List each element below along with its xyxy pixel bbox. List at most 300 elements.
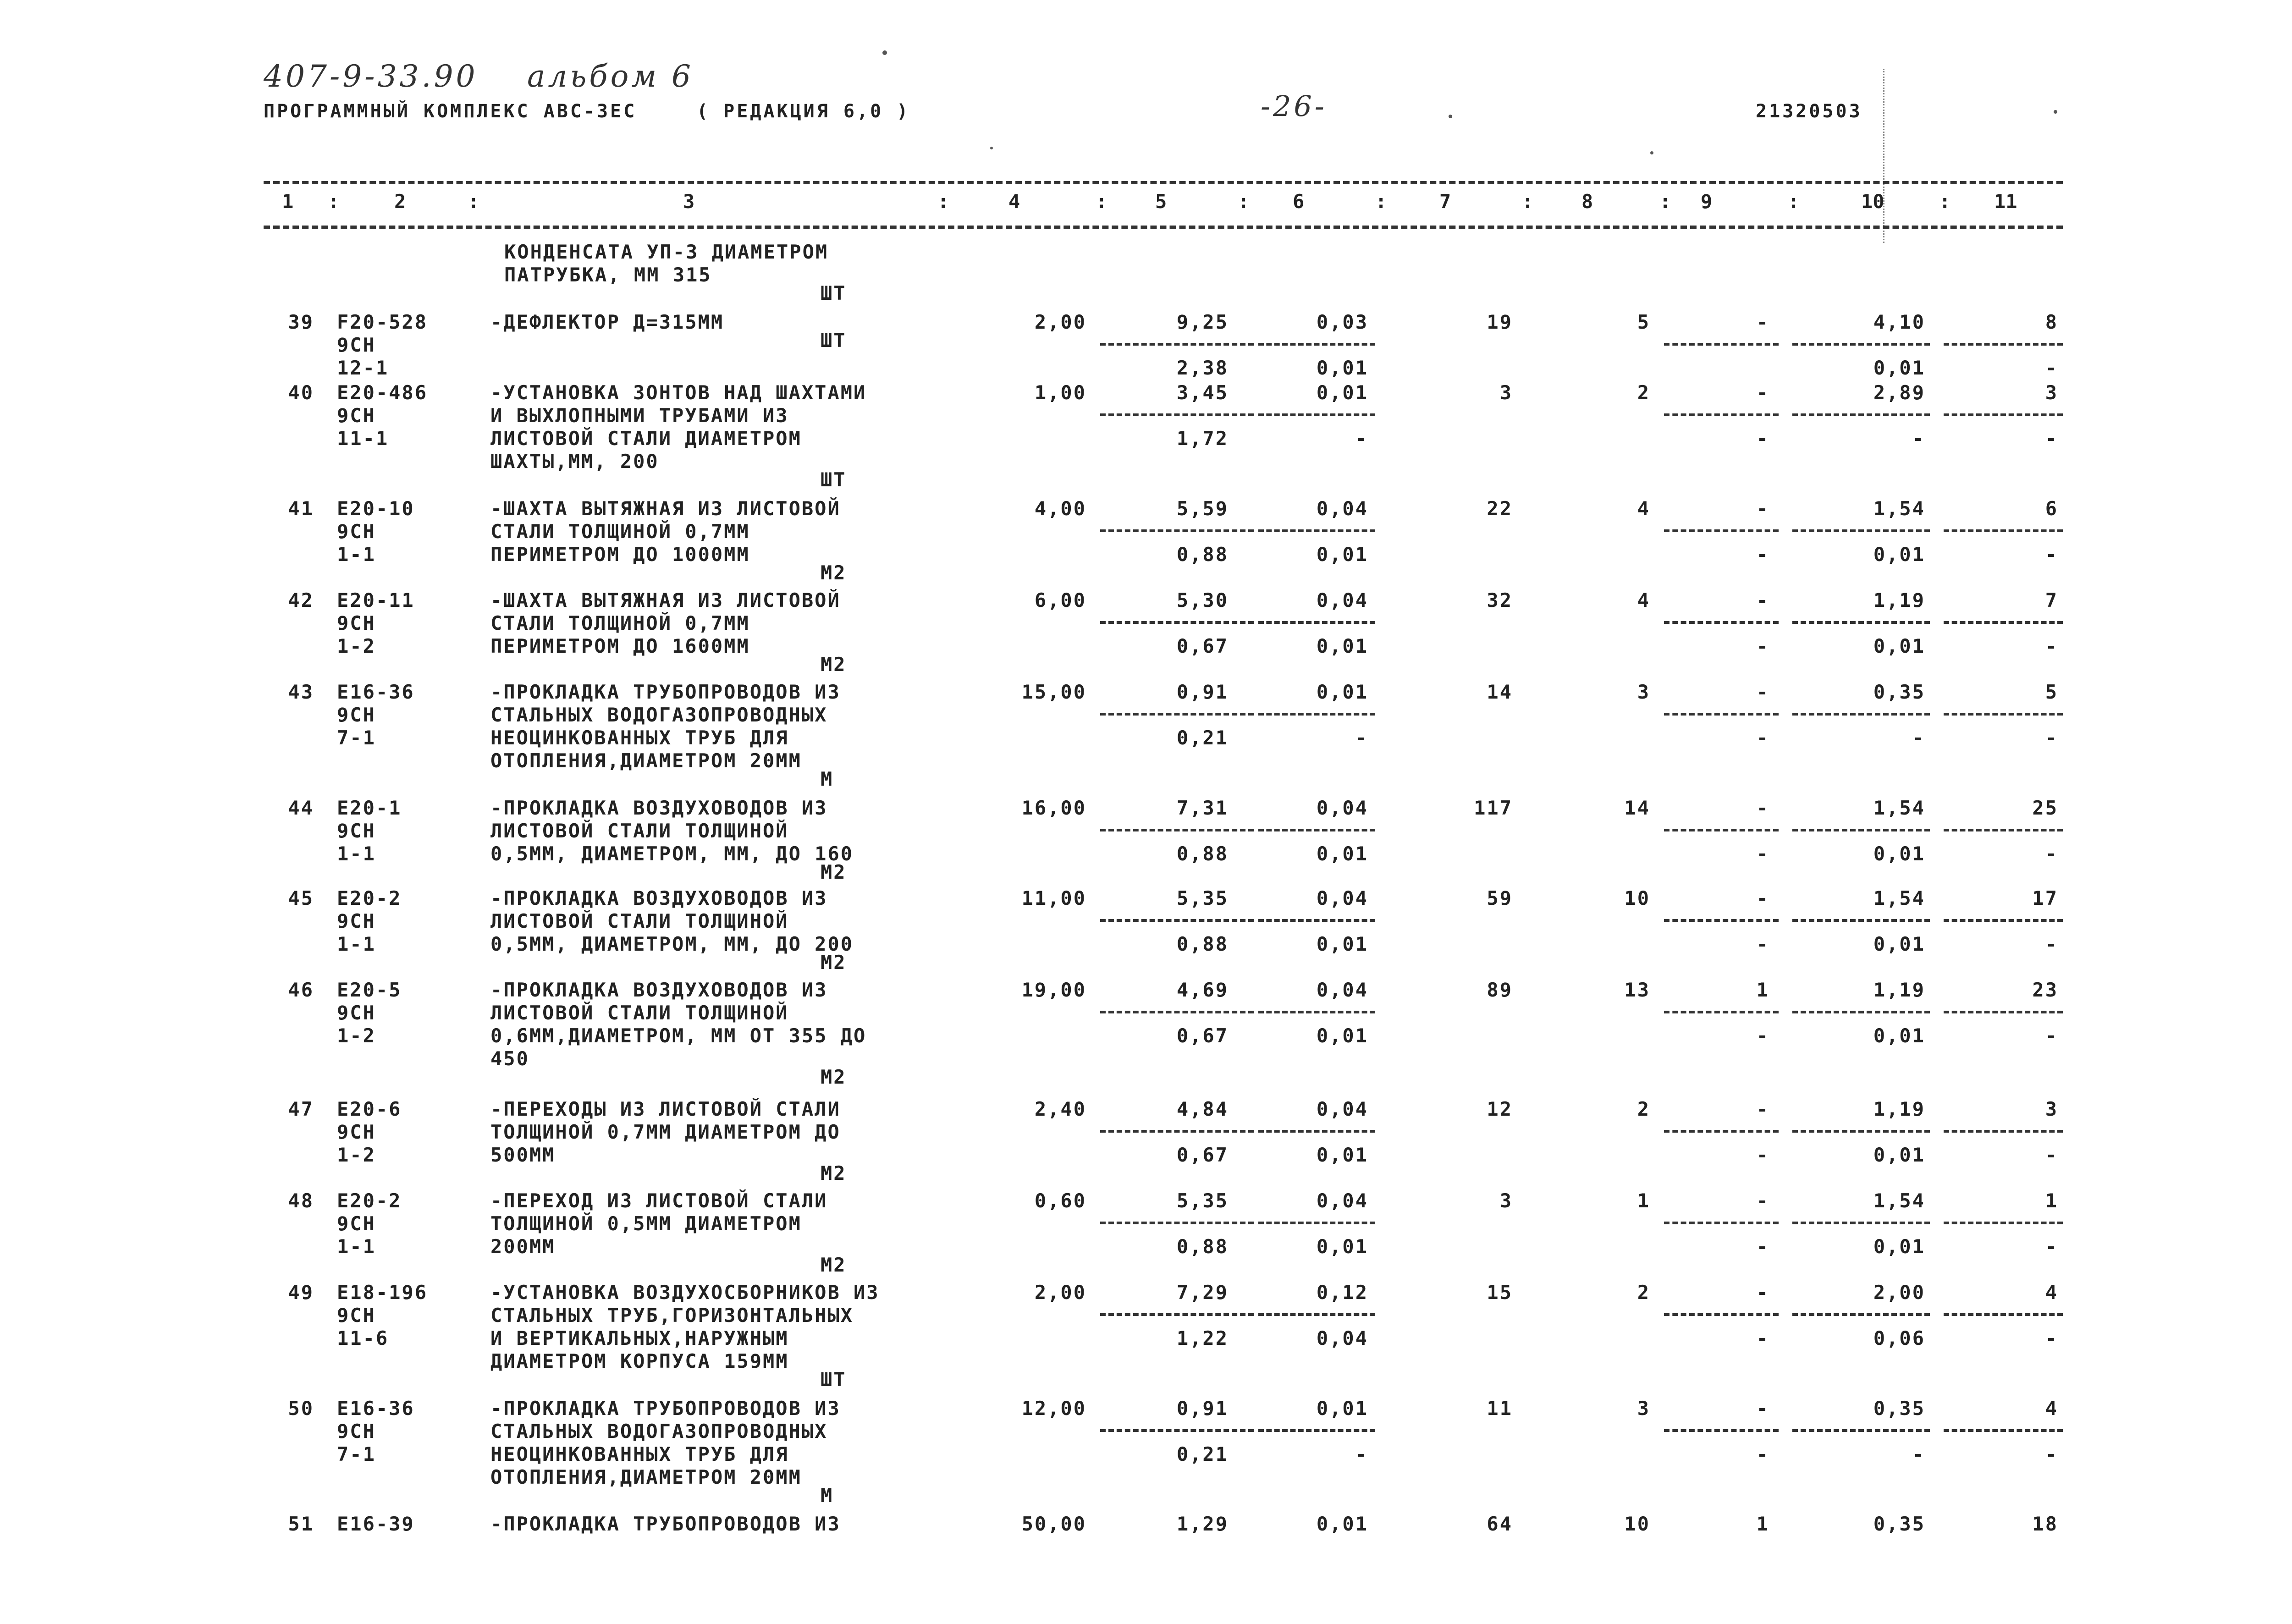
column-separator: : — [328, 190, 340, 213]
value-underline — [1664, 343, 1779, 346]
value-underline — [1100, 621, 1254, 624]
material-cost: - — [1756, 1281, 1769, 1304]
row-number: 51 — [288, 1513, 314, 1535]
total-labor: 18 — [2032, 1513, 2058, 1535]
value-underline — [1944, 1222, 2063, 1224]
value-underline — [1100, 829, 1254, 831]
work-description: -ШАХТА ВЫТЯЖНАЯ ИЗ ЛИСТОВОЙ — [490, 589, 841, 611]
material-extra: - — [1756, 1235, 1769, 1258]
material-extra: - — [1756, 1443, 1769, 1465]
norm-code: F20-528 — [337, 311, 428, 333]
unit-label: М — [821, 1484, 834, 1507]
quantity: 1,00 — [1034, 381, 1086, 404]
labor-hours-extra: 0,01 — [1873, 357, 1925, 379]
material-cost: - — [1756, 311, 1769, 333]
value-underline — [1664, 1130, 1779, 1133]
norm-code: E16-39 — [337, 1513, 415, 1535]
value-underline — [1944, 1429, 2063, 1432]
labor-hours: 1,19 — [1873, 979, 1925, 1001]
value-underline — [1944, 621, 2063, 624]
value-underline — [1100, 1130, 1254, 1133]
norm-code: 1-2 — [337, 635, 376, 657]
labor-hours: 0,35 — [1873, 1397, 1925, 1420]
total-labor-extra: - — [2045, 1443, 2058, 1465]
total-wage: 10 — [1624, 887, 1650, 909]
column-separator: : — [468, 190, 479, 213]
total-labor-extra: - — [2045, 727, 2058, 749]
unit-cost: 0,91 — [1176, 1397, 1229, 1420]
value-underline — [1944, 1130, 2063, 1133]
norm-code: 9CH — [337, 1420, 376, 1442]
machine-cost: 0,04 — [1316, 887, 1368, 909]
quantity: 6,00 — [1034, 589, 1086, 611]
machine-wage: - — [1355, 727, 1368, 749]
description-line: КОНДЕНСАТА УП-3 ДИАМЕТРОМ — [504, 241, 829, 263]
column-separator: : — [1238, 190, 1250, 213]
norm-code: E16-36 — [337, 681, 415, 703]
value-underline — [1100, 1429, 1254, 1432]
column-header-6: 6 — [1293, 190, 1305, 213]
unit-wage: 1,22 — [1176, 1327, 1229, 1349]
norm-code: 1-1 — [337, 933, 376, 955]
material-extra: - — [1756, 1327, 1769, 1349]
quantity: 2,00 — [1034, 1281, 1086, 1304]
value-underline — [1792, 1130, 1930, 1133]
machine-wage: 0,01 — [1316, 357, 1368, 379]
norm-code: 9CH — [337, 334, 376, 356]
machine-wage: 0,01 — [1316, 1235, 1368, 1258]
value-underline — [1258, 529, 1375, 532]
value-underline — [1664, 621, 1779, 624]
total-wage: 10 — [1624, 1513, 1650, 1535]
material-cost: - — [1756, 797, 1769, 819]
labor-hours-extra: 0,01 — [1873, 543, 1925, 566]
unit-label: М2 — [821, 1066, 847, 1088]
value-underline — [1792, 1011, 1930, 1013]
column-separator: : — [937, 190, 949, 213]
column-header-5: 5 — [1155, 190, 1167, 213]
value-underline — [1944, 529, 2063, 532]
scan-noise — [1650, 151, 1653, 154]
handwritten-reference: 407-9-33.90 — [264, 59, 478, 94]
work-description: СТАЛИ ТОЛЩИНОЙ 0,7ММ — [490, 612, 750, 634]
unit-wage: 0,88 — [1176, 933, 1229, 955]
labor-hours: 1,19 — [1873, 1098, 1925, 1120]
total-labor: 3 — [2045, 1098, 2058, 1120]
work-description: ПЕРИМЕТРОМ ДО 1600ММ — [490, 635, 750, 657]
scan-noise — [1449, 115, 1452, 118]
material-cost: - — [1756, 589, 1769, 611]
unit-wage: 0,67 — [1176, 1024, 1229, 1047]
value-underline — [1664, 919, 1779, 922]
unit-cost: 4,69 — [1176, 979, 1229, 1001]
labor-hours: 0,35 — [1873, 681, 1925, 703]
material-extra: - — [1756, 543, 1769, 566]
value-underline — [1100, 1313, 1254, 1316]
row-number: 43 — [288, 681, 314, 703]
page-edge-line — [1883, 69, 1884, 243]
column-header-4: 4 — [1008, 190, 1020, 213]
norm-code: E18-196 — [337, 1281, 428, 1304]
work-description: -ШАХТА ВЫТЯЖНАЯ ИЗ ЛИСТОВОЙ — [490, 497, 841, 520]
material-extra: - — [1756, 727, 1769, 749]
total-labor: 4 — [2045, 1281, 2058, 1304]
machine-wage: 0,01 — [1316, 842, 1368, 865]
machine-cost: 0,04 — [1316, 497, 1368, 520]
total-wage: 14 — [1624, 797, 1650, 819]
material-cost: - — [1756, 1098, 1769, 1120]
work-description: ШАХТЫ,ММ, 200 — [490, 450, 659, 473]
value-underline — [1944, 343, 2063, 346]
norm-code: 12-1 — [337, 357, 389, 379]
scan-noise — [882, 50, 887, 55]
description-line: ПАТРУБКА, ММ 315 — [504, 264, 712, 286]
work-description: СТАЛЬНЫХ ВОДОГАЗОПРОВОДНЫХ — [490, 704, 828, 726]
total-cost: 3 — [1499, 1189, 1513, 1212]
value-underline — [1100, 1222, 1254, 1224]
machine-cost: 0,03 — [1316, 311, 1368, 333]
column-header-10: 10 — [1861, 190, 1884, 213]
machine-wage: - — [1355, 427, 1368, 450]
value-underline — [1944, 1011, 2063, 1013]
unit-wage: 0,88 — [1176, 1235, 1229, 1258]
work-description: 0,6ММ,ДИАМЕТРОМ, ММ ОТ 355 ДО — [490, 1024, 867, 1047]
labor-hours: 1,54 — [1873, 797, 1925, 819]
labor-hours-extra: - — [1912, 727, 1925, 749]
material-extra: - — [1756, 427, 1769, 450]
unit-cost: 5,59 — [1176, 497, 1229, 520]
total-cost: 89 — [1487, 979, 1513, 1001]
norm-code: 1-1 — [337, 842, 376, 865]
unit-cost: 5,30 — [1176, 589, 1229, 611]
quantity: 16,00 — [1021, 797, 1086, 819]
machine-wage: 0,01 — [1316, 543, 1368, 566]
norm-code: 9CH — [337, 1304, 376, 1327]
work-description: ЛИСТОВОЙ СТАЛИ ТОЛЩИНОЙ — [490, 910, 789, 932]
unit-cost: 3,45 — [1176, 381, 1229, 404]
column-separator: : — [1375, 190, 1387, 213]
norm-code: 9CH — [337, 704, 376, 726]
value-underline — [1792, 1222, 1930, 1224]
value-underline — [1258, 343, 1375, 346]
machine-cost: 0,01 — [1316, 681, 1368, 703]
unit-wage: 0,88 — [1176, 543, 1229, 566]
work-description: ОТОПЛЕНИЯ,ДИАМЕТРОМ 20ММ — [490, 749, 802, 772]
machine-cost: 0,04 — [1316, 1098, 1368, 1120]
total-labor: 3 — [2045, 381, 2058, 404]
labor-hours-extra: 0,06 — [1873, 1327, 1925, 1349]
total-cost: 64 — [1487, 1513, 1513, 1535]
value-underline — [1664, 1222, 1779, 1224]
norm-code: E20-1 — [337, 797, 402, 819]
total-wage: 2 — [1637, 1281, 1650, 1304]
labor-hours: 4,10 — [1873, 311, 1925, 333]
value-underline — [1792, 413, 1930, 416]
norm-code: 9CH — [337, 404, 376, 427]
total-cost: 117 — [1474, 797, 1513, 819]
machine-cost: 0,04 — [1316, 1189, 1368, 1212]
material-extra: - — [1756, 1144, 1769, 1166]
value-underline — [1944, 413, 2063, 416]
unit-label: ШТ — [821, 1368, 847, 1391]
machine-wage: - — [1355, 1443, 1368, 1465]
column-header-9: 9 — [1701, 190, 1713, 213]
work-description: -УСТАНОВКА ВОЗДУХОСБОРНИКОВ ИЗ — [490, 1281, 880, 1304]
value-underline — [1258, 829, 1375, 831]
quantity: 12,00 — [1021, 1397, 1086, 1420]
material-extra: - — [1756, 933, 1769, 955]
value-underline — [1944, 919, 2063, 922]
material-cost: - — [1756, 681, 1769, 703]
unit-label: М2 — [821, 562, 847, 584]
unit-label: М2 — [821, 1254, 847, 1276]
unit-cost: 7,29 — [1176, 1281, 1229, 1304]
labor-hours-extra: 0,01 — [1873, 635, 1925, 657]
norm-code: 9CH — [337, 910, 376, 932]
norm-code: E20-2 — [337, 1189, 402, 1212]
machine-wage: 0,04 — [1316, 1327, 1368, 1349]
labor-hours-extra: - — [1912, 427, 1925, 450]
document-code: 21320503 — [1756, 101, 1862, 122]
machine-wage: 0,01 — [1316, 933, 1368, 955]
machine-cost: 0,01 — [1316, 381, 1368, 404]
total-wage: 2 — [1637, 1098, 1650, 1120]
total-labor-extra: - — [2045, 1144, 2058, 1166]
total-labor: 17 — [2032, 887, 2058, 909]
column-header-1: 1 — [282, 190, 294, 213]
work-description: СТАЛЬНЫХ ТРУБ,ГОРИЗОНТАЛЬНЫХ — [490, 1304, 854, 1327]
unit-label: ШТ — [821, 468, 847, 491]
unit-wage: 0,88 — [1176, 842, 1229, 865]
machine-wage: 0,01 — [1316, 1144, 1368, 1166]
unit-wage: 2,38 — [1176, 357, 1229, 379]
total-labor-extra: - — [2045, 543, 2058, 566]
row-number: 41 — [288, 497, 314, 520]
total-labor-extra: - — [2045, 1235, 2058, 1258]
total-labor-extra: - — [2045, 635, 2058, 657]
work-description: ДИАМЕТРОМ КОРПУСА 159ММ — [490, 1350, 789, 1372]
handwritten-album: альбом 6 — [527, 59, 694, 94]
unit-cost: 9,25 — [1176, 311, 1229, 333]
value-underline — [1258, 1222, 1375, 1224]
labor-hours-extra: 0,01 — [1873, 1235, 1925, 1258]
row-number: 50 — [288, 1397, 314, 1420]
total-labor-extra: - — [2045, 427, 2058, 450]
labor-hours: 2,89 — [1873, 381, 1925, 404]
norm-code: 9CH — [337, 1121, 376, 1143]
total-labor-extra: - — [2045, 357, 2058, 379]
total-cost: 15 — [1487, 1281, 1513, 1304]
total-cost: 59 — [1487, 887, 1513, 909]
value-underline — [1792, 1313, 1930, 1316]
column-separator: : — [1096, 190, 1107, 213]
work-description: НЕОЦИНКОВАННЫХ ТРУБ ДЛЯ — [490, 1443, 789, 1465]
quantity: 0,60 — [1034, 1189, 1086, 1212]
column-header-11: 11 — [1994, 190, 2017, 213]
work-description: -ПРОКЛАДКА ТРУБОПРОВОДОВ ИЗ — [490, 1513, 841, 1535]
work-description: 500ММ — [490, 1144, 556, 1166]
value-underline — [1100, 919, 1254, 922]
work-description: -ПРОКЛАДКА ВОЗДУХОВОДОВ ИЗ — [490, 887, 828, 909]
total-labor-extra: - — [2045, 1327, 2058, 1349]
work-description: -ПЕРЕХОД ИЗ ЛИСТОВОЙ СТАЛИ — [490, 1189, 828, 1212]
machine-cost: 0,01 — [1316, 1513, 1368, 1535]
total-wage: 13 — [1624, 979, 1650, 1001]
norm-code: E20-5 — [337, 979, 402, 1001]
value-underline — [1258, 1011, 1375, 1013]
work-description: -ПРОКЛАДКА ВОЗДУХОВОДОВ ИЗ — [490, 797, 828, 819]
unit-label: М2 — [821, 1162, 847, 1184]
value-underline — [1664, 413, 1779, 416]
norm-code: 9CH — [337, 1212, 376, 1235]
work-description: 0,5ММ, ДИАМЕТРОМ, ММ, ДО 160 — [490, 842, 854, 865]
norm-code: E20-6 — [337, 1098, 402, 1120]
total-wage: 4 — [1637, 589, 1650, 611]
value-underline — [1664, 529, 1779, 532]
machine-cost: 0,04 — [1316, 589, 1368, 611]
unit-cost: 5,35 — [1176, 887, 1229, 909]
unit-label: М2 — [821, 653, 847, 676]
total-labor: 7 — [2045, 589, 2058, 611]
table-header-rule — [264, 226, 2063, 229]
value-underline — [1100, 343, 1254, 346]
total-labor: 4 — [2045, 1397, 2058, 1420]
row-number: 39 — [288, 311, 314, 333]
value-underline — [1792, 529, 1930, 532]
scan-noise — [990, 147, 993, 149]
row-number: 49 — [288, 1281, 314, 1304]
total-cost: 22 — [1487, 497, 1513, 520]
value-underline — [1664, 1429, 1779, 1432]
work-description: ОТОПЛЕНИЯ,ДИАМЕТРОМ 20ММ — [490, 1466, 802, 1488]
norm-code: 11-1 — [337, 427, 389, 450]
material-extra: - — [1756, 842, 1769, 865]
norm-code: 9CH — [337, 820, 376, 842]
total-wage: 2 — [1637, 381, 1650, 404]
norm-code: 1-2 — [337, 1144, 376, 1166]
total-cost: 3 — [1499, 381, 1513, 404]
material-cost: 1 — [1756, 979, 1769, 1001]
quantity: 50,00 — [1021, 1513, 1086, 1535]
value-underline — [1258, 1429, 1375, 1432]
total-labor: 1 — [2045, 1189, 2058, 1212]
work-description: 450 — [490, 1047, 529, 1070]
unit-label: М — [821, 768, 834, 790]
row-number: 40 — [288, 381, 314, 404]
unit-cost: 0,91 — [1176, 681, 1229, 703]
machine-cost: 0,04 — [1316, 797, 1368, 819]
norm-code: 1-1 — [337, 1235, 376, 1258]
value-underline — [1792, 919, 1930, 922]
column-header-8: 8 — [1581, 190, 1593, 213]
quantity: 2,40 — [1034, 1098, 1086, 1120]
total-labor: 6 — [2045, 497, 2058, 520]
work-description: ПЕРИМЕТРОМ ДО 1000ММ — [490, 543, 750, 566]
row-number: 45 — [288, 887, 314, 909]
work-description: 0,5ММ, ДИАМЕТРОМ, ММ, ДО 200 — [490, 933, 854, 955]
work-description: ЛИСТОВОЙ СТАЛИ ДИАМЕТРОМ — [490, 427, 802, 450]
machine-cost: 0,12 — [1316, 1281, 1368, 1304]
value-underline — [1258, 1313, 1375, 1316]
labor-hours-extra: - — [1912, 1443, 1925, 1465]
row-number: 46 — [288, 979, 314, 1001]
unit-cost: 5,35 — [1176, 1189, 1229, 1212]
unit-cost: 4,84 — [1176, 1098, 1229, 1120]
edition-label: ( РЕДАКЦИЯ 6,0 ) — [697, 101, 910, 122]
value-underline — [1100, 529, 1254, 532]
column-separator: : — [1939, 190, 1951, 213]
work-description: ЛИСТОВОЙ СТАЛИ ТОЛЩИНОЙ — [490, 820, 789, 842]
value-underline — [1100, 713, 1254, 716]
value-underline — [1792, 713, 1930, 716]
value-underline — [1792, 343, 1930, 346]
work-description: ТОЛЩИНОЙ 0,5ММ ДИАМЕТРОМ — [490, 1212, 802, 1235]
labor-hours: 1,54 — [1873, 887, 1925, 909]
row-number: 44 — [288, 797, 314, 819]
norm-code: 7-1 — [337, 1443, 376, 1465]
total-labor: 8 — [2045, 311, 2058, 333]
unit-label: ШТ — [821, 282, 847, 304]
norm-code: 7-1 — [337, 727, 376, 749]
norm-code: 1-1 — [337, 543, 376, 566]
quantity: 11,00 — [1021, 887, 1086, 909]
value-underline — [1258, 1130, 1375, 1133]
value-underline — [1664, 829, 1779, 831]
column-separator: : — [1788, 190, 1800, 213]
total-wage: 3 — [1637, 681, 1650, 703]
total-labor: 25 — [2032, 797, 2058, 819]
column-header-3: 3 — [683, 190, 695, 213]
norm-code: 9CH — [337, 1002, 376, 1024]
value-underline — [1100, 413, 1254, 416]
material-extra: - — [1756, 1024, 1769, 1047]
total-cost: 32 — [1487, 589, 1513, 611]
unit-wage: 0,21 — [1176, 1443, 1229, 1465]
unit-wage: 0,67 — [1176, 635, 1229, 657]
value-underline — [1944, 829, 2063, 831]
row-number: 48 — [288, 1189, 314, 1212]
work-description: И ВЕРТИКАЛЬНЫХ,НАРУЖНЫМ — [490, 1327, 789, 1349]
row-number: 42 — [288, 589, 314, 611]
value-underline — [1792, 1429, 1930, 1432]
material-cost: - — [1756, 381, 1769, 404]
labor-hours: 1,54 — [1873, 497, 1925, 520]
norm-code: E16-36 — [337, 1397, 415, 1420]
total-wage: 1 — [1637, 1189, 1650, 1212]
work-description: СТАЛЬНЫХ ВОДОГАЗОПРОВОДНЫХ — [490, 1420, 828, 1442]
unit-cost: 7,31 — [1176, 797, 1229, 819]
labor-hours: 2,00 — [1873, 1281, 1925, 1304]
norm-code: 11-6 — [337, 1327, 389, 1349]
work-description: -ПЕРЕХОДЫ ИЗ ЛИСТОВОЙ СТАЛИ — [490, 1098, 841, 1120]
work-description: ТОЛЩИНОЙ 0,7ММ ДИАМЕТРОМ ДО — [490, 1121, 841, 1143]
norm-code: 1-2 — [337, 1024, 376, 1047]
unit-label: ШТ — [821, 329, 847, 352]
column-header-2: 2 — [394, 190, 406, 213]
value-underline — [1944, 713, 2063, 716]
labor-hours-extra: 0,01 — [1873, 1144, 1925, 1166]
work-description: -ДЕФЛЕКТОР Д=315ММ — [490, 311, 724, 333]
labor-hours-extra: 0,01 — [1873, 933, 1925, 955]
norm-code: 9CH — [337, 520, 376, 543]
value-underline — [1258, 713, 1375, 716]
work-description: 200ММ — [490, 1235, 556, 1258]
machine-cost: 0,01 — [1316, 1397, 1368, 1420]
labor-hours: 1,19 — [1873, 589, 1925, 611]
work-description: -УСТАНОВКА ЗОНТОВ НАД ШАХТАМИ — [490, 381, 867, 404]
total-cost: 11 — [1487, 1397, 1513, 1420]
quantity: 19,00 — [1021, 979, 1086, 1001]
